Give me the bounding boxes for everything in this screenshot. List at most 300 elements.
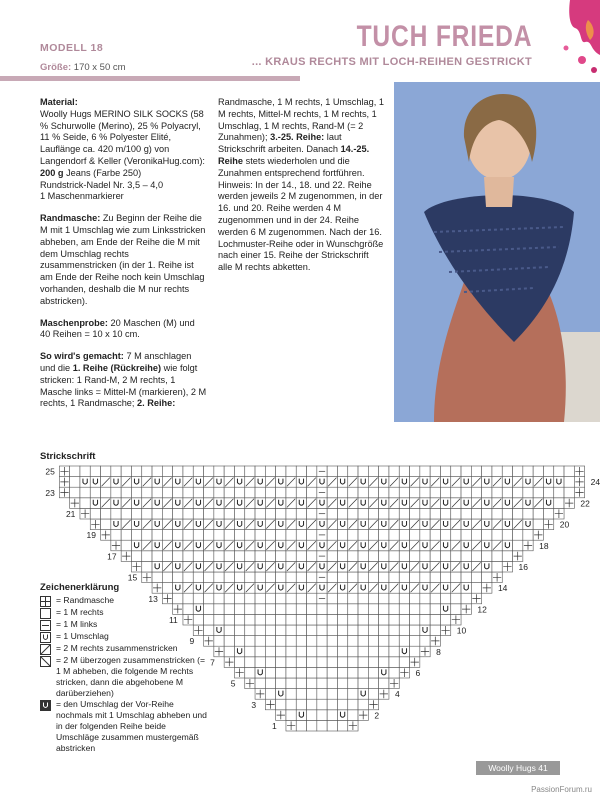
chart-cell xyxy=(286,636,296,647)
chart-cell xyxy=(276,604,286,615)
chart-cell xyxy=(492,487,502,498)
chart-cell xyxy=(348,530,358,541)
chart-cell xyxy=(224,614,234,625)
chart-cell xyxy=(399,477,409,488)
chart-cell xyxy=(214,593,224,604)
chart-cell xyxy=(399,657,409,668)
model-photo xyxy=(394,82,600,422)
chart-cell xyxy=(482,551,492,562)
chart-cell xyxy=(410,530,420,541)
chart-cell xyxy=(286,551,296,562)
chart-cell xyxy=(420,614,430,625)
chart-cell xyxy=(152,498,162,509)
chart-cell xyxy=(296,477,306,488)
chart-cell xyxy=(224,487,234,498)
chart-cell xyxy=(131,530,141,541)
chart-cell xyxy=(214,636,224,647)
chart-cell xyxy=(173,466,183,477)
chart-cell xyxy=(337,678,347,689)
chart-cell xyxy=(492,508,502,519)
chart-cell xyxy=(482,530,492,541)
chart-cell xyxy=(183,530,193,541)
chart-cell xyxy=(286,689,296,700)
chart-cell xyxy=(214,477,224,488)
chart-cell xyxy=(440,572,450,583)
chart-cell xyxy=(193,498,203,509)
chart-cell xyxy=(348,593,358,604)
chart-cell xyxy=(234,487,244,498)
chart-cell xyxy=(513,508,523,519)
chart-cell xyxy=(389,530,399,541)
chart-cell xyxy=(389,625,399,636)
chart-cell xyxy=(482,466,492,477)
chart-cell xyxy=(307,625,317,636)
chart-cell xyxy=(286,614,296,625)
chart-cell xyxy=(327,614,337,625)
chart-cell xyxy=(440,604,450,615)
chart-cell xyxy=(492,551,502,562)
chart-cell xyxy=(337,477,347,488)
chart-row-label: 5 xyxy=(230,678,236,689)
chart-cell xyxy=(348,636,358,647)
chart-cell xyxy=(121,530,131,541)
chart-cell xyxy=(255,593,265,604)
chart-cell xyxy=(430,508,440,519)
chart-cell xyxy=(234,561,244,572)
chart-cell xyxy=(379,466,389,477)
chart-cell xyxy=(255,477,265,488)
chart-cell xyxy=(317,689,327,700)
chart-cell xyxy=(204,508,214,519)
chart-cell xyxy=(276,487,286,498)
chart-cell xyxy=(193,519,203,530)
chart-cell xyxy=(348,625,358,636)
chart-cell xyxy=(368,689,378,700)
chart-cell xyxy=(543,477,553,488)
chart-cell xyxy=(327,466,337,477)
chart-cell xyxy=(214,519,224,530)
chart-cell xyxy=(533,519,543,530)
chart-row-label: 8 xyxy=(436,646,441,657)
chart-cell xyxy=(245,572,255,583)
chart-cell xyxy=(410,614,420,625)
chart-cell xyxy=(152,487,162,498)
chart-cell xyxy=(337,540,347,551)
chart-cell xyxy=(337,551,347,562)
chart-cell xyxy=(420,540,430,551)
chart-cell xyxy=(296,657,306,668)
chart-cell xyxy=(337,614,347,625)
chart-cell xyxy=(327,636,337,647)
chart-cell xyxy=(296,710,306,721)
chart-cell xyxy=(307,699,317,710)
chart-cell xyxy=(276,614,286,625)
chart-cell xyxy=(265,646,275,657)
chart-cell xyxy=(492,466,502,477)
chart-cell xyxy=(296,614,306,625)
chart-cell xyxy=(368,646,378,657)
chart-cell xyxy=(255,561,265,572)
chart-cell xyxy=(173,551,183,562)
chart-cell xyxy=(276,646,286,657)
chart-cell xyxy=(234,508,244,519)
chart-cell xyxy=(183,551,193,562)
chart-cell xyxy=(234,572,244,583)
chart-cell xyxy=(245,636,255,647)
chart-cell xyxy=(265,625,275,636)
chart-cell xyxy=(358,699,368,710)
chart-cell xyxy=(255,551,265,562)
chart-row-label: 15 xyxy=(127,572,138,583)
chart-cell xyxy=(142,530,152,541)
chart-cell xyxy=(399,519,409,530)
chart-cell xyxy=(121,508,131,519)
chart-cell xyxy=(513,530,523,541)
chart-cell xyxy=(214,583,224,594)
chart-cell xyxy=(430,487,440,498)
chart-cell xyxy=(482,477,492,488)
chart-cell xyxy=(368,667,378,678)
chart-cell xyxy=(389,487,399,498)
chart-cell xyxy=(358,625,368,636)
chart-cell xyxy=(482,561,492,572)
chart-cell xyxy=(224,466,234,477)
chart-cell xyxy=(337,689,347,700)
chart-cell xyxy=(461,477,471,488)
chart-cell xyxy=(327,530,337,541)
chart-cell xyxy=(193,572,203,583)
chart-cell xyxy=(162,487,172,498)
chart-cell xyxy=(214,487,224,498)
chart-cell xyxy=(214,614,224,625)
chart-cell xyxy=(440,593,450,604)
chart-cell xyxy=(564,466,574,477)
chart-row-label: 24 xyxy=(590,477,600,488)
chart-cell xyxy=(224,646,234,657)
chart-cell xyxy=(111,477,121,488)
chart-cell xyxy=(80,477,90,488)
chart-cell xyxy=(317,498,327,509)
chart-cell xyxy=(286,530,296,541)
header-rule xyxy=(0,76,300,81)
chart-row-label: 18 xyxy=(539,540,549,551)
chart-cell xyxy=(121,540,131,551)
chart-cell xyxy=(307,551,317,562)
legend-item: = Randmasche xyxy=(40,595,210,607)
chart-cell xyxy=(358,508,368,519)
chart-cell xyxy=(564,487,574,498)
chart-cell xyxy=(101,466,111,477)
chart-cell xyxy=(554,466,564,477)
legend-item: = 2 M rechts zusammenstricken xyxy=(40,643,210,655)
chart-cell xyxy=(152,530,162,541)
chart-cell xyxy=(307,572,317,583)
chart-cell xyxy=(492,561,502,572)
chart-cell xyxy=(379,636,389,647)
chart-cell xyxy=(224,593,234,604)
chart-cell xyxy=(523,530,533,541)
chart-cell xyxy=(471,487,481,498)
chart-cell xyxy=(410,646,420,657)
chart-cell xyxy=(502,540,512,551)
chart-cell xyxy=(554,487,564,498)
chart-cell xyxy=(389,646,399,657)
double-umschlag-symbol-icon xyxy=(40,700,51,711)
chart-cell xyxy=(389,551,399,562)
chart-cell xyxy=(461,519,471,530)
chart-cell xyxy=(121,487,131,498)
chart-cell xyxy=(327,551,337,562)
chart-cell xyxy=(327,508,337,519)
chart-cell xyxy=(286,667,296,678)
chart-cell xyxy=(410,487,420,498)
chart-cell xyxy=(358,646,368,657)
chart-cell xyxy=(173,519,183,530)
chart-cell xyxy=(399,551,409,562)
chart-cell xyxy=(214,604,224,615)
paint-splash-icon xyxy=(530,0,600,80)
chart-cell xyxy=(327,646,337,657)
chart-cell xyxy=(162,530,172,541)
chart-cell xyxy=(543,466,553,477)
chart-cell xyxy=(358,487,368,498)
links-symbol-icon xyxy=(40,620,51,631)
chart-cell xyxy=(533,466,543,477)
chart-cell xyxy=(440,551,450,562)
chart-cell xyxy=(193,530,203,541)
chart-cell xyxy=(296,498,306,509)
chart-cell xyxy=(162,466,172,477)
chart-cell xyxy=(193,477,203,488)
chart-cell xyxy=(193,508,203,519)
chart-cell xyxy=(276,530,286,541)
chart-cell xyxy=(358,530,368,541)
chart-cell xyxy=(430,614,440,625)
chart-cell xyxy=(389,636,399,647)
instructions-column-1: Material: Woolly Hugs MERINO SILK SOCKS (58 % Schurwolle (Merino), 25 % Polyacryl, 11 % Seide, 6 % Polyester Elité, Lauflänge ca. 420 m/100 g) von Langendorf & Keller (VeronikaHug.com): 200 g Jeans (Farbe 250) Rundstrick-Nadel Nr. 3,5 – 4,0 1 Maschenmarkierer Randmasche: Zu Beginn der Reihe die M mit 1 Umschlag wie zum Linksstricken abheben, am Ende der Reihe die M mit dem Umschlag rechts zusammenstricken (in der 1. Reihe ist am Ende der Reihe noch kein Umschlag vorhanden, deshalb die M nur rechts abstricken). Maschenprobe: 20 Maschen (M) und 40 Reihen = 10 x 10 cm. So wird's gemacht: 7 M anschlagen und die 1. Reihe (Rückreihe) wie folgt stricken: 1 Rand-M, 2 M rechts, 1 Masche links = Mittel-M (markieren), 2 M rechts, 1 Randmasche; 2. Reihe: xyxy=(40,97,207,409)
chart-cell xyxy=(327,604,337,615)
chart-cell xyxy=(317,519,327,530)
chart-cell xyxy=(307,667,317,678)
chart-cell xyxy=(265,636,275,647)
chart-cell xyxy=(245,625,255,636)
chart-cell xyxy=(399,508,409,519)
chart-cell xyxy=(410,625,420,636)
chart-cell xyxy=(420,508,430,519)
chart-cell xyxy=(420,604,430,615)
chart-cell xyxy=(461,583,471,594)
chart-cell xyxy=(368,593,378,604)
chart-cell xyxy=(255,657,265,668)
chart-cell xyxy=(410,604,420,615)
chart-cell xyxy=(389,593,399,604)
chart-cell xyxy=(337,636,347,647)
chart-cell xyxy=(410,572,420,583)
chart-cell xyxy=(255,508,265,519)
chart-cell xyxy=(296,583,306,594)
chart-cell xyxy=(173,530,183,541)
chart-cell xyxy=(379,561,389,572)
chart-cell xyxy=(255,604,265,615)
chart-cell xyxy=(234,477,244,488)
chart-row-label: 22 xyxy=(580,498,590,509)
chart-row-label: 17 xyxy=(107,551,117,562)
chart-cell xyxy=(224,625,234,636)
chart-cell xyxy=(80,487,90,498)
chart-cell xyxy=(265,689,275,700)
chart-cell xyxy=(255,667,265,678)
chart-cell xyxy=(224,636,234,647)
chart-cell xyxy=(152,466,162,477)
chart-cell xyxy=(234,646,244,657)
chart-row-label: 6 xyxy=(415,668,421,678)
chart-cell xyxy=(276,625,286,636)
chart-cell xyxy=(399,540,409,551)
chart-cell xyxy=(461,572,471,583)
chart-cell xyxy=(317,540,327,551)
chart-cell xyxy=(337,720,347,731)
left-decrease-symbol-icon xyxy=(40,656,51,667)
chart-cell xyxy=(399,636,409,647)
chart-cell xyxy=(368,625,378,636)
chart-cell xyxy=(461,561,471,572)
chart-cell xyxy=(234,604,244,615)
watermark: PassionForum.ru xyxy=(531,785,592,794)
chart-cell xyxy=(389,667,399,678)
chart-cell xyxy=(348,508,358,519)
chart-cell xyxy=(224,572,234,583)
chart-cell xyxy=(296,519,306,530)
chart-cell xyxy=(523,519,533,530)
chart-cell xyxy=(461,551,471,562)
chart-cell xyxy=(337,487,347,498)
chart-cell xyxy=(482,498,492,509)
chart-cell xyxy=(276,551,286,562)
instructions-column-2: Randmasche, 1 M rechts, 1 Umschlag, 1 M rechts, Mittel-M rechts, 1 M rechts, 1 Umschlag, 1 M rechts, Rand-M (= 2 Zunahmen); 3.-25. Reihe: laut Strickschrift arbeiten. Danach 14.-25. Reihe stets wiederholen und die Zunahmen entsprechend fortführen. Hinweis: In der 14., 18. und 22. Reihe werden jeweils 2 M zugenommen, in der 16. und 20. Reihe werden 4 M zugenommen und in der 24. Reihe werden 6 M zugenommen. Nach der 16. Lochmuster-Reihe oder in Wunschgröße nach einer 15. Reihe der Strickschrift alle M rechts abketten. xyxy=(218,97,384,273)
chart-cell xyxy=(379,487,389,498)
chart-cell xyxy=(296,720,306,731)
chart-cell xyxy=(502,519,512,530)
chart-cell xyxy=(255,530,265,541)
chart-cell xyxy=(234,636,244,647)
chart-cell xyxy=(564,477,574,488)
chart-cell xyxy=(523,466,533,477)
chart-cell xyxy=(234,498,244,509)
chart-cell xyxy=(142,551,152,562)
chart-cell xyxy=(389,508,399,519)
chart-cell xyxy=(142,561,152,572)
chart-cell xyxy=(276,508,286,519)
chart-cell xyxy=(348,604,358,615)
chart-cell xyxy=(276,699,286,710)
chart-cell xyxy=(296,646,306,657)
chart-cell xyxy=(327,572,337,583)
chart-cell xyxy=(368,487,378,498)
chart-cell xyxy=(389,572,399,583)
chart-cell xyxy=(420,551,430,562)
chart-cell xyxy=(358,678,368,689)
chart-cell xyxy=(451,487,461,498)
chart-cell xyxy=(317,604,327,615)
chart-cell xyxy=(101,508,111,519)
chart-cell xyxy=(245,657,255,668)
chart-cell xyxy=(348,614,358,625)
chart-cell xyxy=(399,561,409,572)
chart-title: Strickschrift xyxy=(40,451,96,462)
chart-cell xyxy=(420,593,430,604)
chart-cell xyxy=(440,466,450,477)
chart-row-label: 19 xyxy=(86,530,97,541)
chart-cell xyxy=(358,657,368,668)
chart-cell xyxy=(368,604,378,615)
chart-cell xyxy=(410,636,420,647)
chart-cell xyxy=(276,689,286,700)
chart-cell xyxy=(410,508,420,519)
chart-cell xyxy=(399,646,409,657)
chart-cell xyxy=(173,508,183,519)
chart-cell xyxy=(307,678,317,689)
chart-cell xyxy=(111,508,121,519)
chart-cell xyxy=(204,551,214,562)
chart-cell xyxy=(276,477,286,488)
chart-cell xyxy=(358,604,368,615)
chart-cell xyxy=(317,667,327,678)
chart-cell xyxy=(296,572,306,583)
chart-cell xyxy=(337,583,347,594)
chart-cell xyxy=(379,551,389,562)
chart-cell xyxy=(554,477,564,488)
chart-cell xyxy=(317,477,327,488)
model-number: MODELL 18 xyxy=(40,42,104,54)
chart-cell xyxy=(276,572,286,583)
chart-cell xyxy=(317,646,327,657)
chart-cell xyxy=(471,572,481,583)
chart-cell xyxy=(471,583,481,594)
chart-cell xyxy=(440,519,450,530)
chart-cell xyxy=(111,487,121,498)
chart-cell xyxy=(214,466,224,477)
chart-cell xyxy=(368,636,378,647)
chart-cell xyxy=(70,487,80,498)
chart-cell xyxy=(451,530,461,541)
chart-cell xyxy=(265,508,275,519)
footer-page-number: Woolly Hugs 41 xyxy=(476,761,560,775)
chart-cell xyxy=(121,466,131,477)
chart-cell xyxy=(337,667,347,678)
chart-row-label: 11 xyxy=(168,615,178,625)
chart-cell xyxy=(420,477,430,488)
chart-cell xyxy=(337,604,347,615)
chart-cell xyxy=(502,530,512,541)
chart-cell xyxy=(111,466,121,477)
chart-cell xyxy=(513,540,523,551)
chart-cell xyxy=(451,604,461,615)
chart-cell xyxy=(255,540,265,551)
chart-cell xyxy=(317,720,327,731)
chart-cell xyxy=(276,583,286,594)
chart-cell xyxy=(296,487,306,498)
chart-cell xyxy=(204,466,214,477)
chart-cell xyxy=(358,667,368,678)
chart-cell xyxy=(173,477,183,488)
chart-cell xyxy=(307,636,317,647)
chart-cell xyxy=(131,477,141,488)
chart-cell xyxy=(286,508,296,519)
chart-cell xyxy=(399,583,409,594)
chart-cell xyxy=(214,551,224,562)
chart-row-label: 12 xyxy=(477,604,487,615)
chart-cell xyxy=(430,604,440,615)
